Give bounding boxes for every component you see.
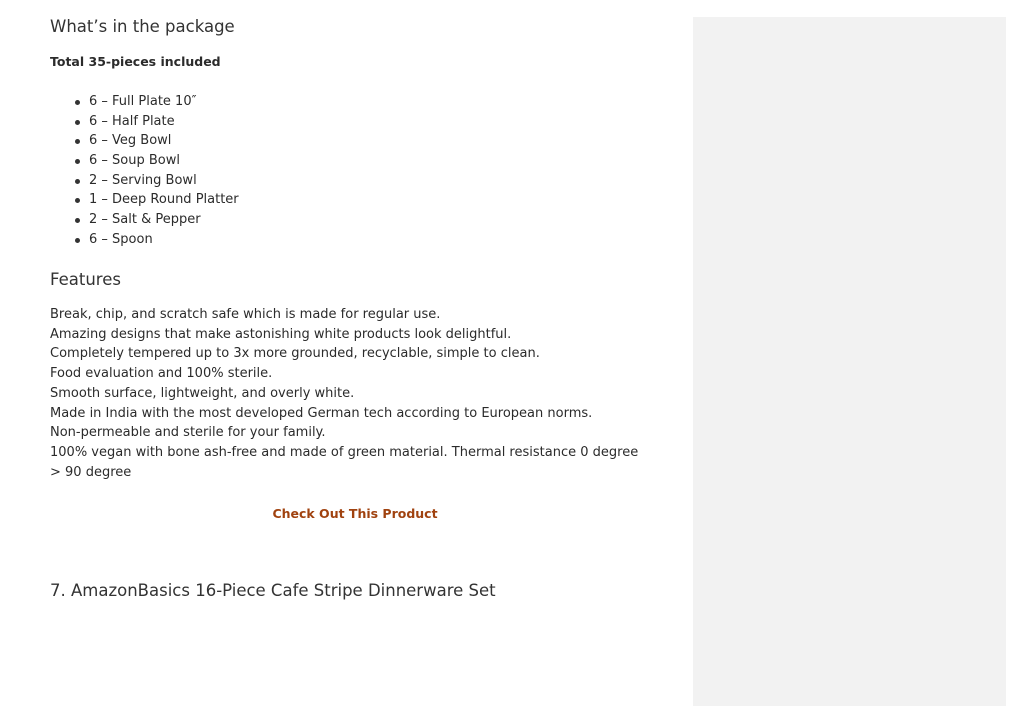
list-item: 2 – Serving Bowl: [50, 171, 239, 191]
check-out-product-link[interactable]: Check Out This Product: [272, 506, 438, 521]
feature-line: Made in India with the most developed German tech according to European norms.: [50, 405, 593, 421]
list-item: 6 – Veg Bowl: [50, 131, 239, 151]
list-item: 6 – Full Plate 10″: [50, 92, 239, 112]
cta-container: [50, 503, 660, 522]
feature-line: Amazing designs that make astonishing white products look delightful.: [50, 326, 512, 342]
list-item: 6 – Soup Bowl: [50, 151, 239, 171]
package-total: Total 35-pieces included: [50, 54, 221, 69]
feature-line: 100% vegan with bone ash-free and made of green material. Thermal resistance 0 degree > 90 degree: [50, 444, 639, 480]
list-item: 2 – Salt & Pepper: [50, 210, 239, 230]
feature-line: Non-permeable and sterile for your family.: [50, 425, 326, 441]
list-item: 1 – Deep Round Platter: [50, 190, 239, 210]
list-item: 6 – Half Plate: [50, 112, 239, 132]
feature-line: Break, chip, and scratch safe which is made for regular use.: [50, 307, 441, 322]
feature-line: Smooth surface, lightweight, and overly white.: [50, 385, 355, 401]
package-list: [50, 92, 239, 250]
list-item: 6 – Spoon: [50, 230, 239, 250]
features-text: [50, 305, 650, 482]
features-heading: Features: [50, 270, 121, 289]
next-product-heading: 7. AmazonBasics 16-Piece Cafe Stripe Dinnerware Set: [50, 581, 496, 600]
feature-line: Food evaluation and 100% sterile.: [50, 366, 273, 382]
sidebar-ad-placeholder: [693, 17, 1006, 706]
package-heading: What’s in the package: [50, 17, 235, 36]
feature-line: Completely tempered up to 3x more grounded, recyclable, simple to clean.: [50, 346, 540, 362]
